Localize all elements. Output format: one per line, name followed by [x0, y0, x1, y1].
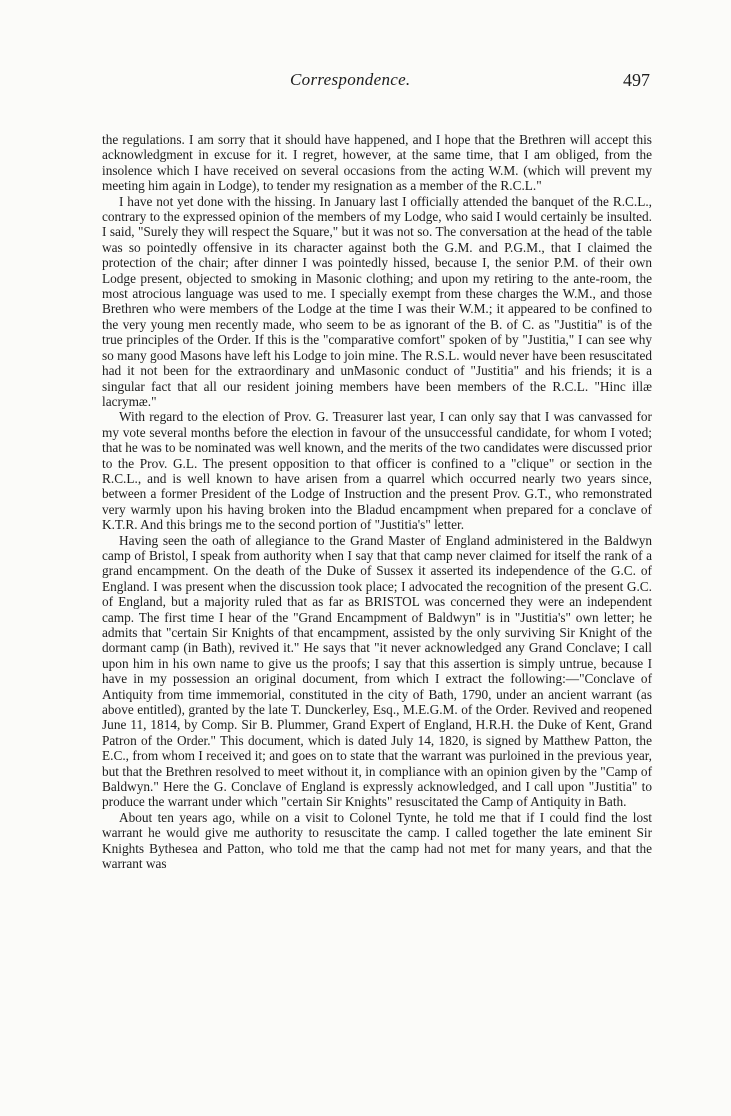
running-title: Correspondence.: [290, 70, 411, 89]
running-header: [0, 70, 731, 100]
paragraph-hissing: I have not yet done with the hissing. In January last I officially attended the banquet of the R.C.L., contrary to the expressed opinion of the members of my Lodge, who said I would certainly be insulted. I said, "Surely they will respect the Square," but it was not so. The conversation at the head of the table was so pointedly offensive in its character against both the G.M. and P.G.M., that I claimed the protection of the chair; after dinner I was pointedly hissed, because I, the senior P.M. of their own Lodge present, objected to smoking in Masonic clothing; and upon my retiring to the ante-room, the most atrocious language was used to me. I specially exempt from these charges the W.M., and those Brethren who were members of the Lodge at the time I was their W.M.; it appeared to be confined to the very young men recently made, who seem to be as ignorant of the B. of C. as "Justitia" is of the true principles of the Order. If this is the "comparative comfort" spoken of by "Justitia," I can see why so many good Masons have left his Lodge to join mine. The R.S.L. would never have been resuscitated had it not been for the extraordinary and unMasonic conduct of "Justitia" and his friends; it is a singular fact that all our resident joining members have been members of the R.C.L. "Hinc illæ lacrymæ.": [102, 193, 652, 409]
paragraph-treasurer-election: With regard to the election of Prov. G. Treasurer last year, I can only say that I was canvassed for my vote several months before the election in favour of the unsuccessful candidate, for whom I voted; that he was to be nominated was well known, and the merits of the two candidates were discussed prior to the Prov. G.L. The present opposition to that officer is confined to a "clique" or section in the R.C.L., and is well known to have arisen from a quarrel which occurred nearly two years since, between a former President of the Lodge of Instruction and the present Prov. G.T., who remonstrated very warmly upon his having broken into the Bladud encampment when prepared for a conclave of K.T.R. And this brings me to the second portion of "Justitia's" letter.: [102, 409, 652, 533]
paragraph-baldwyn-camp: Having seen the oath of allegiance to the Grand Master of England administered in the Baldwyn camp of Bristol, I speak from authority when I say that that camp never claimed for itself the rank of a grand encampment. On the death of the Duke of Sussex it asserted its independence of the G.C. of England. I was present when the discussion took place; I advocated the recognition of the present G.C. of England, but a majority ruled that as far as BRISTOL was concerned they were an independent camp. The first time I hear of the "Grand Encampment of Baldwyn" is in "Justitia's" own letter; he admits that "certain Sir Knights of that encampment, assisted by the only surviving Sir Knight of the dormant camp (in Bath), revived it." He says that "it never acknowledged any Grand Conclave; I call upon him in his own name to give us the proofs; I say that this assertion is simply untrue, because I have in my possession an original document, from which I extract the following:—"Conclave of Antiquity from time immemorial, constituted in the city of Bath, 1790, under an ancient warrant (as above entitled), granted by the late T. Dunckerley, Esq., M.E.G.M. of the Order. Revived and reopened June 11, 1814, by Comp. Sir B. Plummer, Grand Expert of England, H.R.H. the Duke of Kent, Grand Patron of the Order." This document, which is dated July 14, 1820, is signed by Matthew Patton, the E.C., from whom I received it; and goes on to state that the warrant was purloined in the previous year, but that the Brethren resolved to meet without it, in compliance with an opinion given by the "Camp of Baldwyn." Here the G. Conclave of England is expressly acknowledged, and I call upon "Justitia" to produce the warrant under which "certain Sir Knights" resuscitated the Camp of Antiquity in Bath.: [102, 532, 652, 810]
paragraph-continuation: the regulations. I am sorry that it should have happened, and I hope that the Brethren will accept this acknowledgment in excuse for it. I regret, however, at the same time, that I am obliged, from the insolence which I have received on several occasions from the acting W.M. (which will prevent my meeting him again in Lodge), to tender my resignation as a member of the R.C.L.": [102, 132, 652, 194]
body-text: [102, 132, 652, 872]
page-number: 497: [623, 70, 650, 90]
paragraph-lost-warrant: About ten years ago, while on a visit to Colonel Tynte, he told me that if I could find the lost warrant he would give me authority to resuscitate the camp. I called together the late eminent Sir Knights Bythesea and Patton, who told me that the camp had not met for many years, and that the warrant was: [102, 809, 652, 872]
